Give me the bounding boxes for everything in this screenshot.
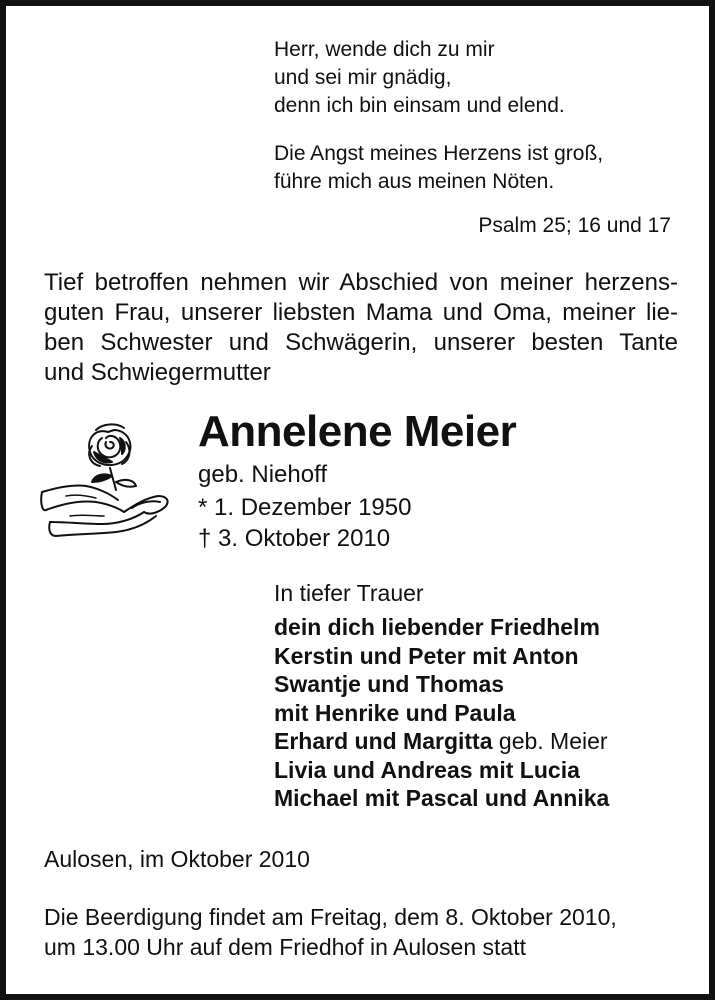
intro-line: ben Schwester und Schwägerin, unserer besten Tante — [44, 329, 678, 356]
place-and-date: Aulosen, im Oktober 2010 — [44, 846, 310, 872]
intro-line: und Schwiegermutter — [44, 359, 271, 386]
psalm-line: Herr, wende dich zu mir — [274, 38, 495, 61]
death-date: † 3. Oktober 2010 — [198, 525, 391, 552]
psalm-line: und sei mir gnädig, — [274, 66, 452, 89]
psalm-line: Die Angst meines Herzens ist groß, — [274, 142, 604, 165]
mourner-line — [274, 784, 609, 813]
mourner-names: Swantje und Thomas — [274, 671, 505, 697]
mourner-names: Erhard und Margitta — [274, 728, 493, 754]
mourner-names: Kerstin und Peter mit Anton — [274, 642, 579, 669]
mourner-names: dein dich liebender Friedhelm — [274, 614, 600, 640]
mourning-label: In tiefer Trauer — [274, 580, 424, 606]
intro-text — [44, 268, 678, 388]
intro-line: Tief betroffen nehmen wir Abschied von meiner herzens- — [44, 269, 678, 296]
maiden-name: geb. Niehoff — [198, 461, 327, 488]
rose-in-hands-icon — [36, 412, 176, 552]
mourners-list — [274, 613, 609, 813]
deceased-name: Annelene Meier — [198, 407, 517, 456]
mourner-line — [274, 699, 609, 728]
mourner-line — [274, 756, 609, 785]
intro-line: guten Frau, unserer liebsten Mama und Oma, meiner lie- — [44, 299, 678, 326]
mourner-line — [274, 613, 609, 642]
birth-date: * 1. Dezember 1950 — [198, 494, 412, 521]
mourner-line — [274, 642, 609, 671]
psalm-stanza-1 — [274, 36, 565, 120]
mourner-line — [274, 727, 609, 756]
mourner-note: geb. Meier — [492, 728, 608, 754]
psalm-line: führe mich aus meinen Nöten. — [274, 170, 555, 193]
mourner-names: Michael mit Pascal und Annika — [274, 785, 610, 811]
mourner-names: mit Henrike und Paula — [274, 699, 516, 726]
funeral-line: Die Beerdigung findet am Freitag, dem 8. Oktober 2010, — [44, 904, 617, 930]
mourner-names: Livia und Andreas mit Lucia — [274, 756, 580, 783]
mourner-line — [274, 670, 609, 699]
psalm-reference: Psalm 25; 16 und 17 — [478, 214, 671, 237]
psalm-line: denn ich bin einsam und elend. — [274, 94, 565, 117]
funeral-info — [44, 902, 617, 962]
funeral-line: um 13.00 Uhr auf dem Friedhof in Aulosen statt — [44, 934, 526, 960]
psalm-stanza-2 — [274, 140, 603, 196]
